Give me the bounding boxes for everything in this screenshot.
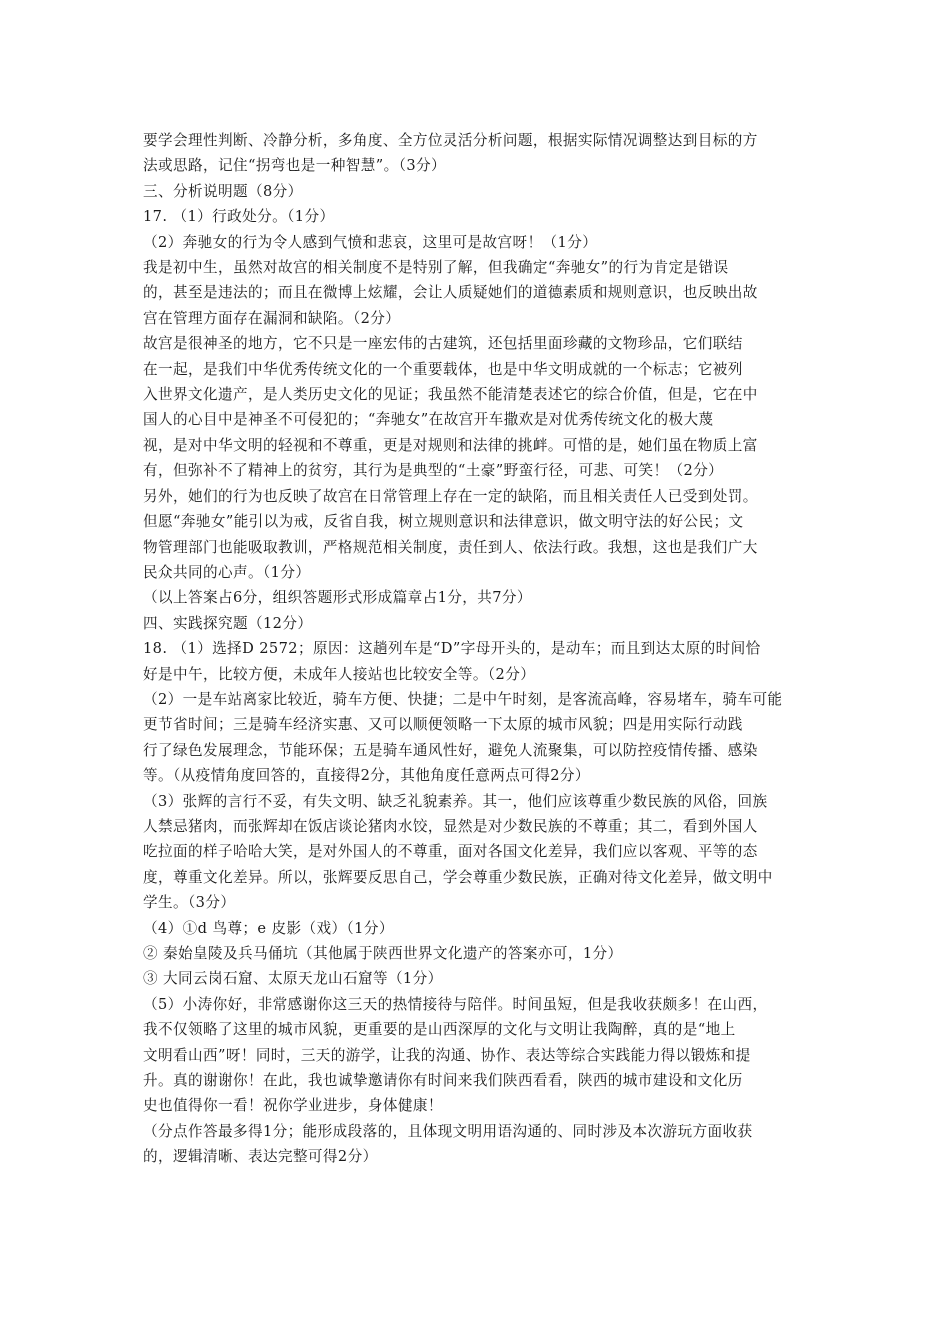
question-17-part-2: （2）奔驰女的行为令人感到气愤和悲哀，这里可是故宫呀！（1分） <box>143 233 598 251</box>
scoring-note: （以上答案占6分，组织答题形式形成篇章占1分，共7分） <box>143 589 532 607</box>
text-line: 入世界文化遗产，是人类历史文化的见证；我虽然不能清楚表述它的综合价值，但是，它在中 <box>143 386 758 404</box>
scoring-note: （分点作答最多得1分；能形成段落的，且体现文明用语沟通的、同时涉及本次游玩方面收获 <box>143 1122 753 1140</box>
question-18-part-2: （2）一是车站离家比较近，骑车方便、快捷；二是中午时刻，是客流高峰，容易堵车，骑车可能 <box>143 690 783 708</box>
text-line: 要学会理性判断、冷静分析，多角度、全方位灵活分析问题，根据实际情况调整达到目标的方 <box>143 132 758 149</box>
text-line: ② 秦始皇陵及兵马俑坑（其他属于陕西世界文化遗产的答案亦可，1分） <box>143 945 623 962</box>
text-line: 我是初中生，虽然对故宫的相关制度不是特别了解，但我确定“奔驰女”的行为肯定是错误 <box>143 259 729 277</box>
text-line: 但愿“奔驰女”能引以为戒，反省自我，树立规则意识和法律意识，做文明守法的好公民；文 <box>143 513 744 531</box>
text-line: 宫在管理方面存在漏洞和缺陷。（2分） <box>143 309 401 327</box>
text-line: 升。真的谢谢你！在此，我也诚挚邀请你有时间来我们陕西看看，陕西的城市建设和文化历 <box>143 1072 743 1090</box>
text-line: 行了绿色发展理念，节能环保；五是骑车通风性好，避免人流聚集，可以防控疫情传播、感染 <box>143 741 758 759</box>
question-17-part-1: 17. （1）行政处分。（1分） <box>143 208 335 226</box>
text-line: 国人的心目中是神圣不可侵犯的；“奔驰女”在故宫开车撒欢是对优秀传统文化的极大蔑 <box>143 411 714 429</box>
text-line: 人禁忌猪肉，而张辉却在饭店谈论猪肉水饺，显然是对少数民族的不尊重；其二，看到外国人 <box>143 817 758 835</box>
text-line: 视，是对中华文明的轻视和不尊重，更是对规则和法律的挑衅。可惜的是，她们虽在物质上富 <box>143 436 758 454</box>
text-line: 民众共同的心声。（1分） <box>143 563 311 581</box>
text-line: 文明看山西”呀！同时，三天的游学，让我的沟通、协作、表达等综合实践能力得以锻炼和提 <box>143 1046 751 1064</box>
text-line: 故宫是很神圣的地方，它不只是一座宏伟的古建筑，还包括里面珍藏的文物珍品，它们联结 <box>143 335 743 353</box>
text-line: 法或思路，记住“拐弯也是一种智慧”。（3分） <box>143 157 446 175</box>
answer-document <box>143 128 811 1170</box>
text-line: 有，但弥补不了精神上的贫穷，其行为是典型的“土豪”野蛮行径，可悲、可笑！（2分） <box>143 462 724 480</box>
scoring-note: 的，逻辑清晰、表达完整可得2分） <box>143 1148 378 1166</box>
text-line: 另外，她们的行为也反映了故宫在日常管理上存在一定的缺陷，而且相关责任人已受到处罚。 <box>143 487 758 505</box>
text-line: 在一起，是我们中华优秀传统文化的一个重要载体，也是中华文明成就的一个标志；它被列 <box>143 360 743 378</box>
question-18-part-3: （3）张辉的言行不妥，有失文明、缺乏礼貌素养。其一，他们应该尊重少数民族的风俗，回族 <box>143 792 768 810</box>
text-line: 好是中午，比较方便，未成年人接站也比较安全等。（2分） <box>143 665 536 683</box>
text-line: 学生。（3分） <box>143 894 236 912</box>
section-heading: 四、实践探究题（12分） <box>143 614 313 632</box>
text-line: 等。（从疫情角度回答的，直接得2分，其他角度任意两点可得2分） <box>143 767 590 785</box>
text-line: 物管理部门也能吸取教训，严格规范相关制度，责任到人、依法行政。我想，这也是我们广大 <box>143 538 758 556</box>
text-line: 史也值得你一看！祝你学业进步，身体健康！ <box>143 1097 443 1115</box>
text-line: 度，尊重文化差异。所以，张辉要反思自己，学会尊重少数民族，正确对待文化差异，做文明中 <box>143 868 773 886</box>
question-18-part-1: 18. （1）选择D 2572；原因：这趟列车是“D”字母开头的，是动车；而且到达太原的时间恰 <box>143 640 761 658</box>
question-18-part-5: （5）小涛你好，非常感谢你这三天的热情接待与陪伴。时间虽短，但是我收获颇多！在山西， <box>143 995 768 1013</box>
text-line: ③ 大同云岗石窟、太原天龙山石窟等（1分） <box>143 970 443 988</box>
text-line: 吃拉面的样子哈哈大笑，是对外国人的不尊重，面对各国文化差异，我们应以客观、平等的态 <box>143 843 758 861</box>
section-heading: 三、分析说明题（8分） <box>143 182 303 200</box>
question-18-part-4: （4）①d 鸟尊；e 皮影（戏）（1分） <box>143 919 394 937</box>
text-line: 我不仅领略了这里的城市风貌，更重要的是山西深厚的文化与文明让我陶醉，真的是“地上 <box>143 1021 736 1039</box>
text-line: 的，甚至是违法的；而且在微博上炫耀，会让人质疑她们的道德素质和规则意识，也反映出故 <box>143 284 758 302</box>
text-line: 更节省时间；三是骑车经济实惠、又可以顺便领略一下太原的城市风貌；四是用实际行动践 <box>143 716 743 734</box>
